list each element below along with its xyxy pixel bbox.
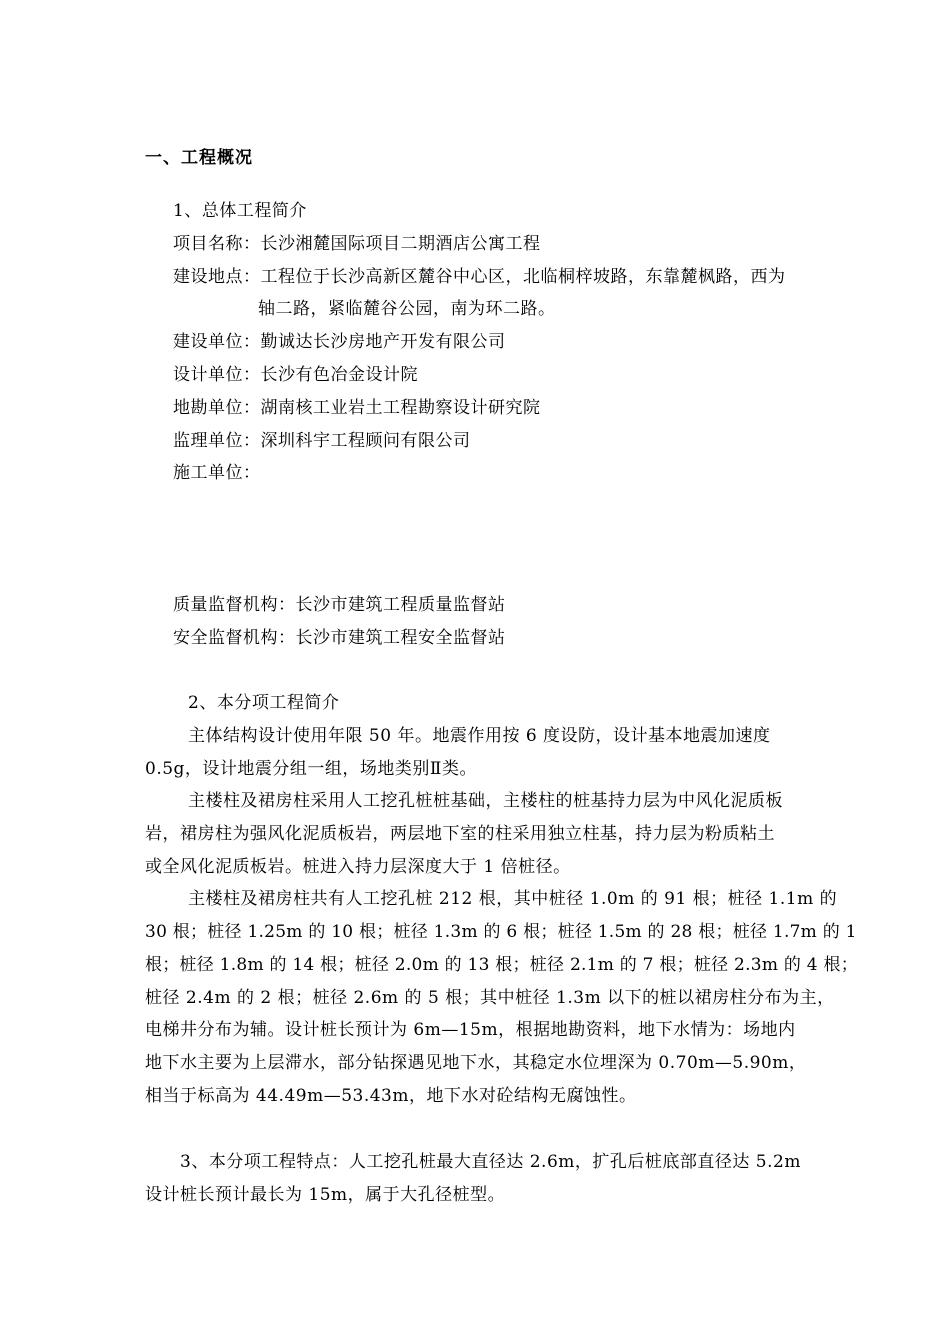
survey-line: 地勘单位：湖南核工业岩土工程勘察设计研究院 — [173, 398, 541, 418]
para3-line-1: 主楼柱及裙房柱共有人工挖孔桩 212 根，其中桩径 1.0m 的 91 根；桩径 1.1m 的 — [188, 889, 838, 909]
location-line-2: 轴二路，紧临麓谷公园，南为环二路。 — [258, 299, 556, 319]
para2-line-1: 主楼柱及裙房柱采用人工挖孔桩桩基础，主楼柱的桩基持力层为中风化泥质板 — [188, 791, 783, 811]
para1-line-2: 0.5g，设计地震分组一组，场地类别Ⅱ类。 — [145, 759, 477, 779]
para3-line-5: 电梯井分布为辅。设计桩长预计为 6m—15m，根据地勘资料，地下水情为：场地内 — [145, 1020, 796, 1040]
para1-line-1: 主体结构设计使用年限 50 年。地震作用按 6 度设防，设计基本地震加速度 — [188, 726, 771, 746]
project-name-line: 项目名称：长沙湘麓国际项目二期酒店公寓工程 — [173, 234, 541, 254]
quality-agency-line: 质量监督机构：长沙市建筑工程质量监督站 — [173, 595, 506, 615]
para3-line-2: 30 根；桩径 1.25m 的 10 根；桩径 1.3m 的 6 根；桩径 1.5m 的 28 根；桩径 1.7m 的 1 — [145, 922, 857, 942]
overview-subtitle: 1、总体工程简介 — [173, 201, 307, 221]
para3-line-6: 地下水主要为上层滞水，部分钻探遇见地下水，其稳定水位埋深为 0.70m—5.90m， — [145, 1053, 807, 1073]
para2-line-3: 或全风化泥质板岩。桩进入持力层深度大于 1 倍桩径。 — [145, 857, 571, 877]
safety-agency-line: 安全监督机构：长沙市建筑工程安全监督站 — [173, 628, 506, 648]
para2-line-2: 岩，裙房柱为强风化泥质板岩，两层地下室的柱采用独立柱基，持力层为粉质粘土 — [145, 824, 775, 844]
para3-line-4: 桩径 2.4m 的 2 根；桩径 2.6m 的 5 根；其中桩径 1.3m 以下的桩以裙房柱分布为主， — [145, 988, 835, 1008]
contractor-line: 施工单位： — [173, 463, 261, 483]
para3-line-7: 相当于标高为 44.49m—53.43m，地下水对砼结构无腐蚀性。 — [145, 1086, 637, 1106]
client-line: 建设单位：勤诚达长沙房地产开发有限公司 — [173, 332, 506, 352]
location-line-1: 建设地点：工程位于长沙高新区麓谷中心区，北临桐梓坡路，东靠麓枫路，西为 — [173, 267, 786, 287]
supervisor-line: 监理单位：深圳科宇工程顾问有限公司 — [173, 431, 471, 451]
features-line-1: 3、本分项工程特点：人工挖孔桩最大直径达 2.6m，扩孔后桩底部直径达 5.2m — [180, 1152, 801, 1172]
designer-line: 设计单位：长沙有色冶金设计院 — [173, 365, 418, 385]
features-line-2: 设计桩长预计最长为 15m，属于大孔径桩型。 — [145, 1185, 506, 1205]
section-heading: 一、工程概况 — [145, 148, 253, 168]
sub-project-subtitle: 2、本分项工程简介 — [188, 693, 340, 713]
para3-line-3: 根；桩径 1.8m 的 14 根；桩径 2.0m 的 13 根；桩径 2.1m 的 7 根；桩径 2.3m 的 4 根； — [145, 955, 858, 975]
